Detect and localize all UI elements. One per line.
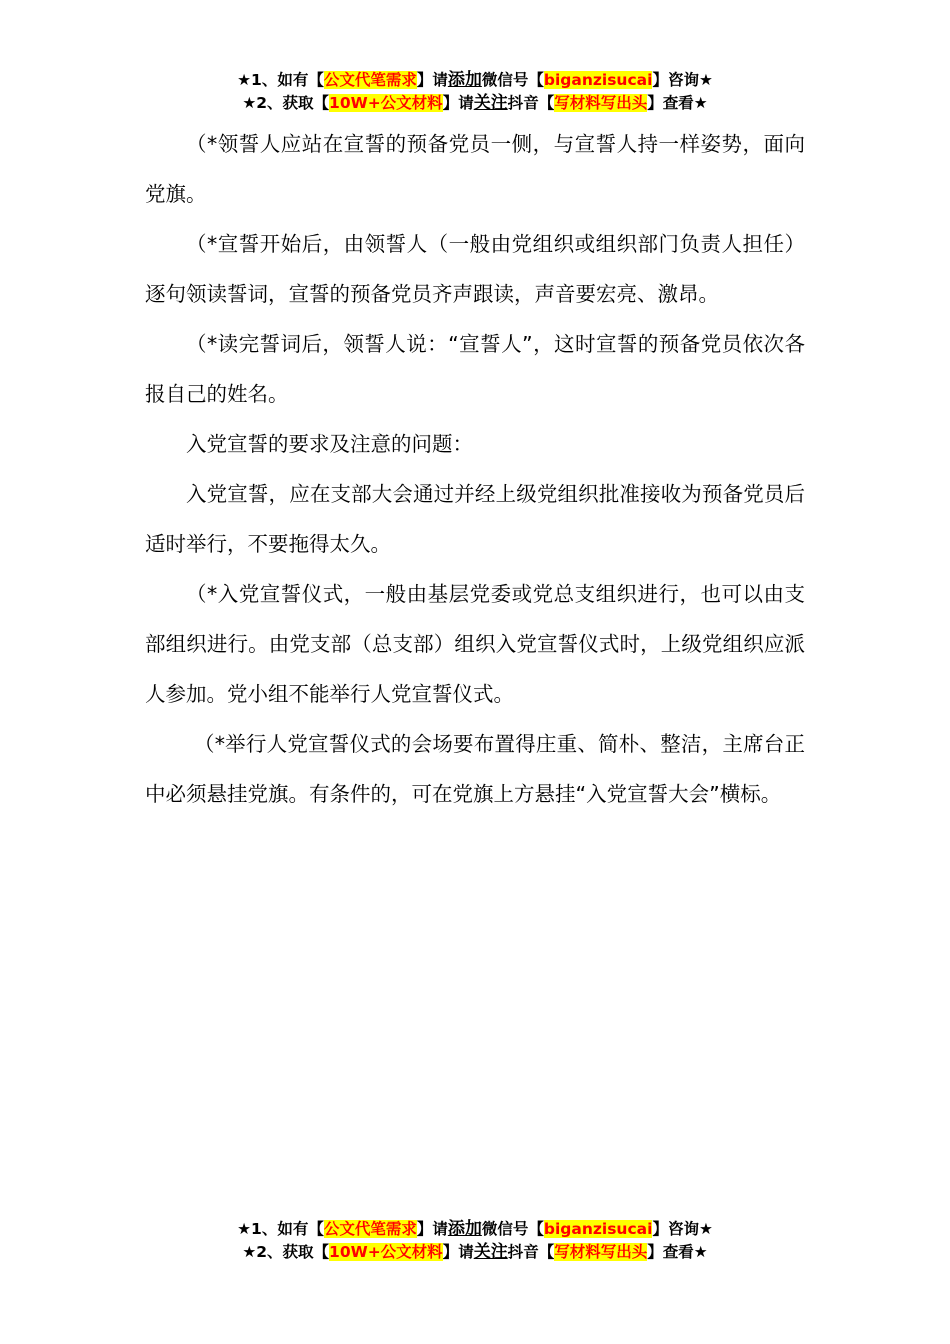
paragraph: 入党宣誓的要求及注意的问题： xyxy=(186,432,473,456)
highlight-douyin-account: 写材料写出头 xyxy=(554,94,648,112)
highlight-materials: 10W+公文材料 xyxy=(329,94,443,112)
highlight-service: 公文代笔需求 xyxy=(323,1220,417,1238)
banner-line-2 xyxy=(0,92,950,115)
emphasis-follow: 关注 xyxy=(473,1242,508,1262)
highlight-wechat-id: biganzisucai xyxy=(543,71,653,89)
paragraph: （*宣誓开始后，由领誓人（一般由党组织或组织部门负责人担任）逐句领读誓词，宣誓的预备党员齐声跟读，声音要宏亮、激昂。 xyxy=(145,232,805,306)
banner-text: 】请 xyxy=(416,1220,448,1238)
banner-line-1 xyxy=(0,69,950,92)
paragraph: （*举行人党宣誓仪式的会场要布置得庄重、简朴、整洁，主席台正中必须悬挂党旗。有条件的，可在党旗上方悬挂“入党宣誓大会”横标。 xyxy=(145,732,805,806)
emphasis-follow: 关注 xyxy=(473,93,508,113)
paragraph: （*领誓人应站在宣誓的预备党员一侧，与宣誓人持一样姿势，面向党旗。 xyxy=(145,132,805,206)
banner-text: ★1、如有【 xyxy=(237,1220,324,1238)
highlight-materials: 10W+公文材料 xyxy=(329,1243,443,1261)
banner-text: 】咨询★ xyxy=(652,71,713,89)
banner-text: ★2、获取【 xyxy=(242,94,330,112)
banner-text: 】请 xyxy=(416,71,448,89)
banner-text: ★1、如有【 xyxy=(237,71,324,89)
banner-text: ★2、获取【 xyxy=(242,1243,330,1261)
header-banner xyxy=(0,69,950,115)
emphasis-add: 添加 xyxy=(447,70,482,90)
banner-text: 微信号【 xyxy=(481,1220,544,1238)
banner-text: 】查看★ xyxy=(647,1243,708,1261)
footer-banner xyxy=(0,1218,950,1264)
banner-text: 微信号【 xyxy=(481,71,544,89)
emphasis-add: 添加 xyxy=(447,1219,482,1239)
banner-text: 抖音【 xyxy=(507,94,555,112)
paragraph: 入党宣誓，应在支部大会通过并经上级党组织批准接收为预备党员后适时举行，不要拖得太久。 xyxy=(145,482,805,556)
document-body xyxy=(145,119,805,819)
highlight-service: 公文代笔需求 xyxy=(323,71,417,89)
highlight-douyin-account: 写材料写出头 xyxy=(554,1243,648,1261)
banner-text: 抖音【 xyxy=(507,1243,555,1261)
banner-line-2 xyxy=(0,1241,950,1264)
paragraph: （*读完誓词后，领誓人说：“宣誓人”，这时宣誓的预备党员依次各报自己的姓名。 xyxy=(145,332,805,406)
highlight-wechat-id: biganzisucai xyxy=(543,1220,653,1238)
banner-text: 】请 xyxy=(442,1243,474,1261)
paragraph: （*入党宣誓仪式，一般由基层党委或党总支组织进行，也可以由支部组织进行。由党支部（总支部）组织入党宣誓仪式时，上级党组织应派人参加。党小组不能举行人党宣誓仪式。 xyxy=(145,582,805,706)
banner-text: 】请 xyxy=(442,94,474,112)
banner-text: 】查看★ xyxy=(647,94,708,112)
banner-text: 】咨询★ xyxy=(652,1220,713,1238)
banner-line-1 xyxy=(0,1218,950,1241)
